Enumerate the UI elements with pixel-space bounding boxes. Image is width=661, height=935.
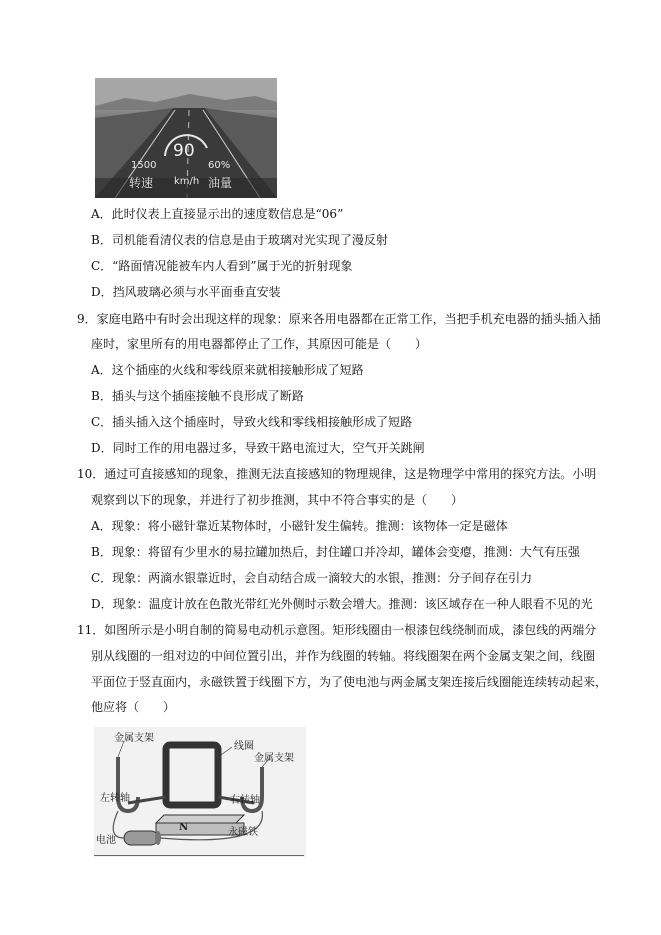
q10-stem-line1: 10．通过可直接感知的现象，推测无法直接感知的物理规律，这是物理学中常用的探究方法。小明 <box>77 467 597 481</box>
q10-option-c: C．现象：两滴水银靠近时，会自动结合成一滴较大的水银，推测：分子间存在引力 <box>91 571 533 585</box>
hud-speed-value: 90 <box>173 141 195 161</box>
hud-fuel-label: 油量 <box>208 176 233 190</box>
label-metal-bracket-left: 金属支架 <box>114 733 154 744</box>
q10-option-b: B．现象：将留有少里水的易拉罐加热后，封住罐口并冷却，罐体会变瘪，推测：大气有压强 <box>91 545 580 559</box>
q9-option-d: D．同时工作的用电器过多，导致干路电流过大，空气开关跳闸 <box>91 441 425 455</box>
label-left-axle: 左转轴 <box>100 793 130 804</box>
q10-stem-line2: 观察到以下的现象，并进行了初步推测，其中不符合事实的是（ ） <box>91 493 464 507</box>
q11-stem-line4: 他应将（ ） <box>91 700 176 714</box>
q8-option-c: C．“路面情况能被车内人看到”属于光的折射现象 <box>91 259 353 273</box>
q10-option-a: A．现象：将小磁针靠近某物体时，小磁针发生偏转。推测：该物体一定是磁体 <box>91 519 508 533</box>
q9-stem-line2: 座时，家里所有的用电器都停止了工作，其原因可能是（ ） <box>91 337 428 351</box>
hud-photo <box>95 78 277 198</box>
q8-option-a: A．此时仪表上直接显示出的速度数信息是“06” <box>91 207 344 221</box>
label-coil: 线圈 <box>234 741 254 752</box>
hud-speed-unit: km/h <box>174 176 200 187</box>
hud-fuel-value: 60% <box>208 160 231 171</box>
label-right-axle: 右转轴 <box>230 795 260 806</box>
label-metal-bracket-right: 金属支架 <box>254 753 294 764</box>
q11-stem-line2: 别从线圈的一组对边的中间位置引出，并作为线圈的转轴。将线圈架在两个金属支架之间，线圈 <box>91 649 596 663</box>
q11-stem-line3: 平面位于竖直面内，永磁铁置于线圈下方，为了使电池与两金属支架连接后线圈能连续转动起来， <box>91 675 608 689</box>
hud-rpm-value: 1500 <box>131 160 157 171</box>
figure-baseline <box>94 855 304 856</box>
label-n-pole: N <box>179 822 189 833</box>
q8-option-b: B．司机能看清仪表的信息是由于玻璃对光实现了漫反射 <box>91 233 388 247</box>
q9-option-c: C．插头插入这个插座时，导致火线和零线相接触形成了短路 <box>91 415 413 429</box>
q9-option-b: B．插头与这个插座接触不良形成了断路 <box>91 389 304 403</box>
label-battery: 电池 <box>96 835 116 846</box>
q10-option-d: D．现象：温度计放在色散光带红光外侧时示数会增大。推测：该区域存在一种人眼看不见的光 <box>91 597 593 611</box>
q9-stem-line1: 9．家庭电路中有时会出现这样的现象：原来各用电器都在正常工作，当把手机充电器的插头插入插 <box>77 312 601 326</box>
label-permanent-magnet: 永磁铁 <box>228 827 258 838</box>
hud-rpm-label: 转速 <box>129 176 154 190</box>
q8-option-d: D．挡风玻璃必须与水平面垂直安装 <box>91 285 281 299</box>
q11-stem-line1: 11．如图所示是小明自制的简易电动机示意图。矩形线圈由一根漆包线绕制而成，漆包线的两端分 <box>77 623 597 637</box>
motor-diagram <box>94 727 306 857</box>
q9-option-a: A．这个插座的火线和零线原来就相接触形成了短路 <box>91 363 364 377</box>
